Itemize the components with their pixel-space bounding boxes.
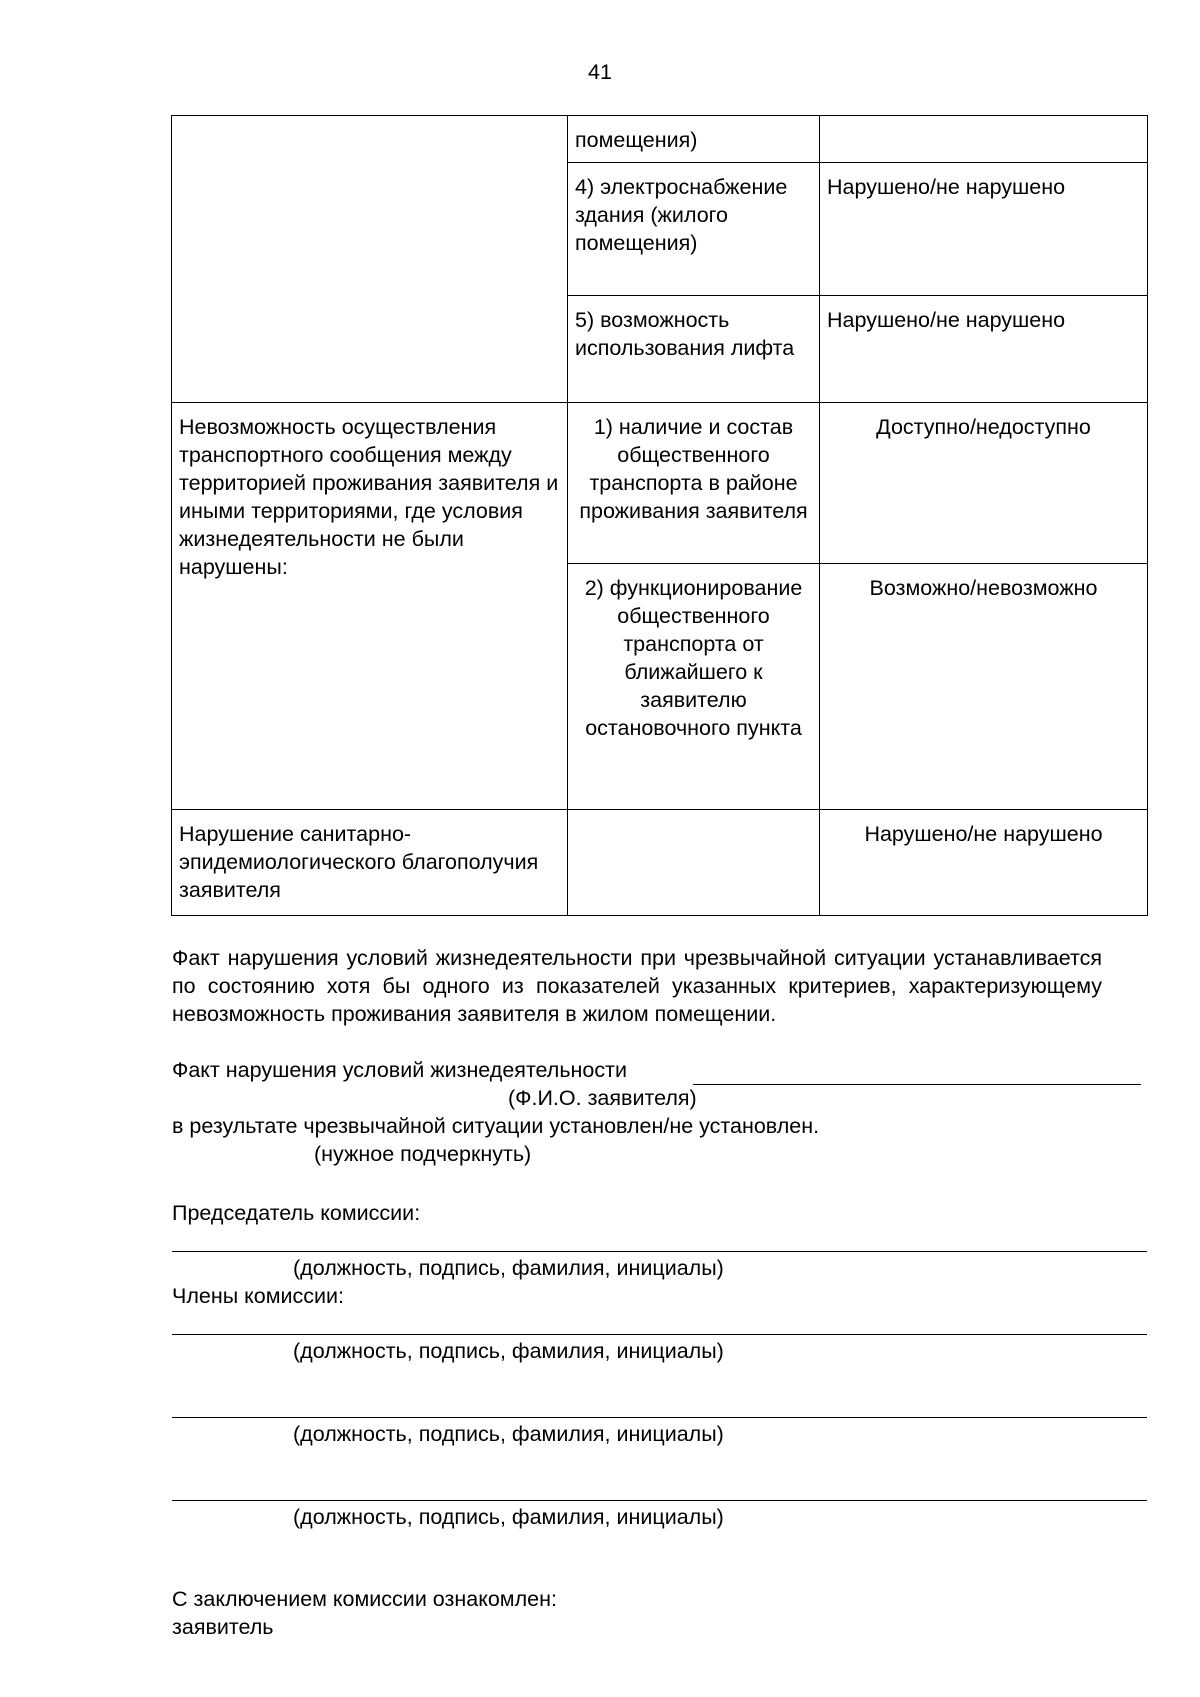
signature-hint: (должность, подпись, фамилия, инициалы): [293, 1339, 724, 1363]
table-cell: Доступно/недоступно: [820, 403, 1148, 564]
member-signature-line[interactable]: [172, 1334, 1147, 1335]
signature-hint: (должность, подпись, фамилия, инициалы): [293, 1256, 724, 1280]
result-line: в результате чрезвычайной ситуации установлен/не установлен.: [172, 1114, 820, 1138]
table-cell: помещения): [568, 116, 820, 163]
table-cell: 5) возможность использования лифта: [568, 296, 820, 403]
table-cell: Нарушено/не нарушено: [820, 296, 1148, 403]
table-cell: Нарушено/не нарушено: [820, 163, 1148, 296]
member-signature-line[interactable]: [172, 1417, 1147, 1418]
table-cell: Нарушено/не нарушено: [820, 810, 1148, 916]
chairman-label: Председатель комиссии:: [172, 1201, 421, 1225]
table-cell: 4) электроснабжение здания (жилого помещения): [568, 163, 820, 296]
table-row: [172, 403, 1148, 564]
fact-paragraph: Факт нарушения условий жизнедеятельности при чрезвычайной ситуации устанавливается по состоянию хотя бы одного из показателей указанных критериев, характеризующему невозможность проживания заявителя в жилом помещении.: [172, 946, 1102, 1026]
table-cell: Нарушение санитарно-эпидемиологического благополучия заявителя: [172, 810, 568, 916]
criteria-table: [171, 115, 1148, 916]
page-number: 41: [588, 60, 612, 84]
table-row: [172, 116, 1148, 163]
table-cell: [172, 116, 568, 403]
signature-hint: (должность, подпись, фамилия, инициалы): [293, 1422, 724, 1446]
underline-hint: (нужное подчеркнуть): [314, 1142, 532, 1166]
fio-hint: (Ф.И.О. заявителя): [508, 1086, 697, 1110]
table-cell: Невозможность осуществления транспортного сообщения между территорией проживания заявителя и иными территориями, где условия жизнедеятельности не были нарушены:: [172, 403, 568, 810]
table-cell: [820, 116, 1148, 163]
table-cell: Возможно/невозможно: [820, 564, 1148, 810]
table-cell: 2) функционирование общественного транспорта от ближайшего к заявителю остановочного пункта: [568, 564, 820, 810]
fact-line-label: Факт нарушения условий жизнедеятельности: [172, 1058, 627, 1082]
members-label: Члены комиссии:: [172, 1284, 345, 1308]
table-cell: 1) наличие и состав общественного транспорта в районе проживания заявителя: [568, 403, 820, 564]
table-cell: [568, 810, 820, 916]
applicant-label: заявитель: [172, 1615, 274, 1639]
table-row: [172, 810, 1148, 916]
acquainted-label: С заключением комиссии ознакомлен:: [172, 1587, 557, 1611]
chairman-signature-line[interactable]: [172, 1251, 1147, 1252]
signature-hint: (должность, подпись, фамилия, инициалы): [293, 1505, 724, 1529]
member-signature-line[interactable]: [172, 1500, 1147, 1501]
